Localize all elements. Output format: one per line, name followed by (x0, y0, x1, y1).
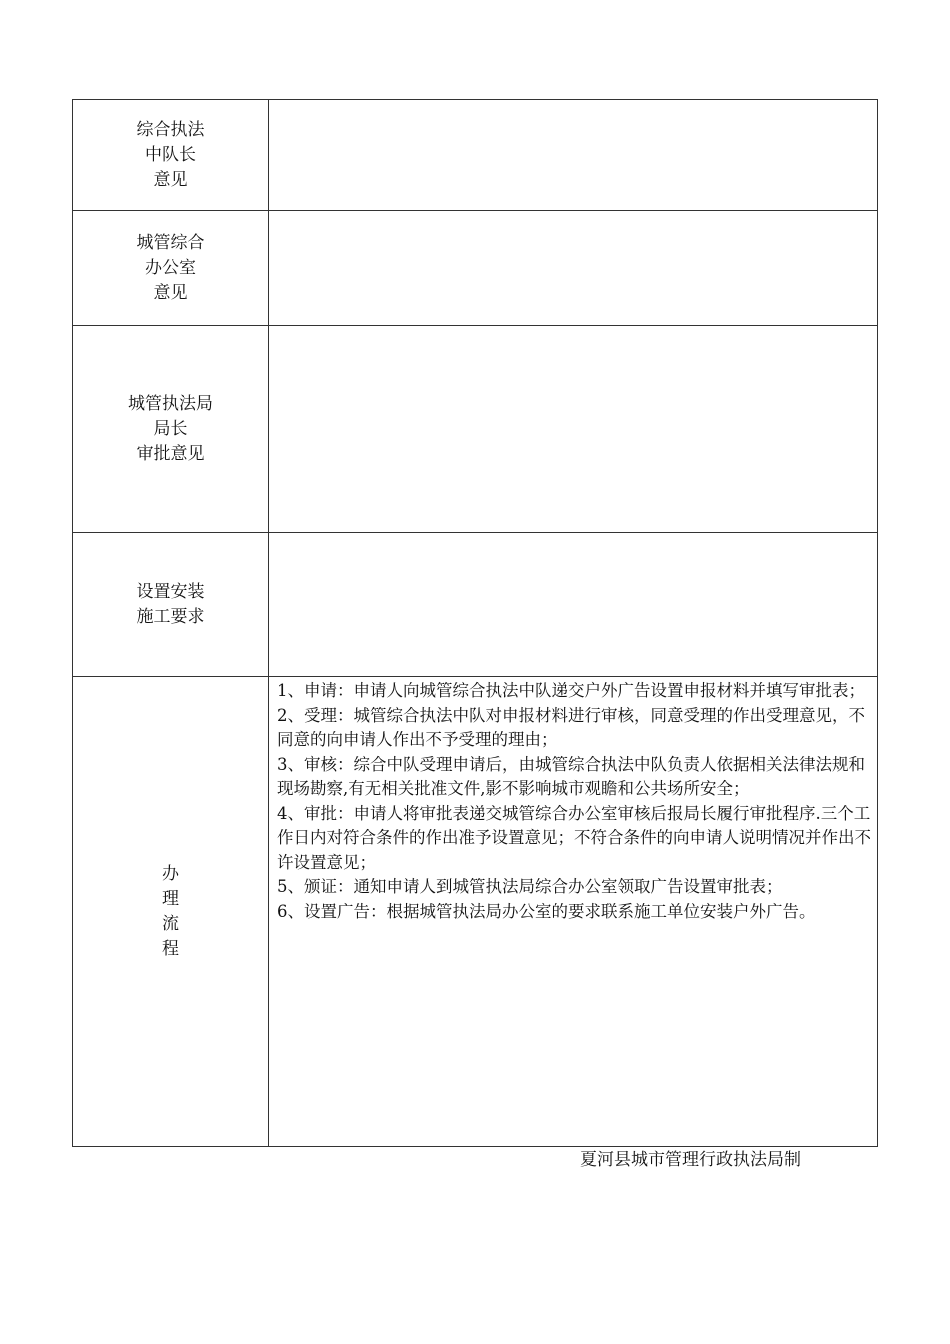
label-installation-requirements: 设置安装 施工要求 (73, 533, 269, 677)
process-step-install: 6、设置广告：根据城管执法局办公室的要求联系施工单位安装户外广告。 (277, 901, 816, 921)
process-steps (269, 677, 878, 1147)
row-director-approval (73, 326, 878, 533)
process-step-accept: 2、受理：城管综合执法中队对申报材料进行审核，同意受理的作出受理意见，不同意的向申请人作出不予受理的理由； (277, 705, 865, 749)
process-step-review: 3、审核：综合中队受理申请后，由城管综合执法中队负责人依据相关法律法规和现场勘察,有无相关批准文件,影不影响城市观瞻和公共场所安全； (277, 754, 865, 798)
row-office-opinion (73, 211, 878, 326)
label-process-flow: 办 理 流 程 (73, 677, 269, 1147)
process-step-issue: 5、颁证：通知申请人到城管执法局综合办公室领取广告设置审批表； (277, 877, 783, 896)
field-installation-requirements[interactable] (269, 533, 878, 677)
process-step-apply: 1、申请：申请人向城管综合执法中队递交户外广告设置申报材料并填写审批表； (277, 681, 865, 700)
row-squad-leader-opinion (73, 100, 878, 211)
field-director-approval[interactable] (269, 326, 878, 533)
label-director-approval: 城管执法局 局长 审批意见 (73, 326, 269, 533)
row-process-flow (73, 677, 878, 1147)
issuer-footer: 夏河县城市管理行政执法局制 (580, 1150, 801, 1170)
approval-form-table (72, 99, 878, 1147)
field-office-opinion[interactable] (269, 211, 878, 326)
label-squad-leader-opinion: 综合执法 中队长 意见 (73, 100, 269, 211)
process-step-approve: 4、审批：申请人将审批表递交城管综合办公室审核后报局长履行审批程序.三个工作日内对符合条件的作出准予设置意见；不符合条件的向申请人说明情况并作出不许设置意见； (277, 803, 871, 872)
row-installation-requirements (73, 533, 878, 677)
label-office-opinion: 城管综合 办公室 意见 (73, 211, 269, 326)
field-squad-leader-opinion[interactable] (269, 100, 878, 211)
